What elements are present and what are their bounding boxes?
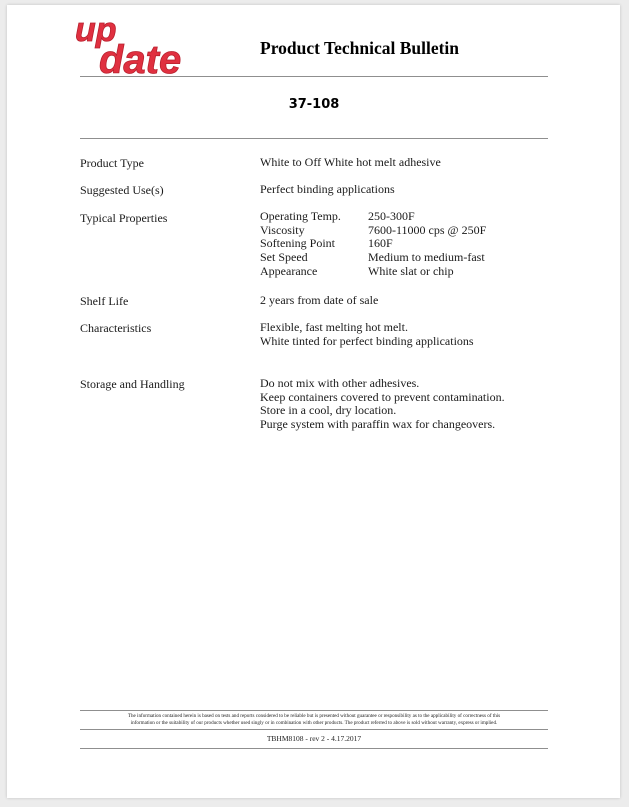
- property-value: 7600-11000 cps @ 250F: [368, 222, 487, 237]
- footer-divider-middle: [80, 729, 548, 730]
- property-row: [260, 224, 486, 238]
- label-product-type: Product Type: [80, 156, 144, 170]
- document-id: TBHM8108 - rev 2 - 4.17.2017: [266, 734, 362, 743]
- value-line: Perfect binding applications: [260, 182, 395, 196]
- value-line: Store in a cool, dry location.: [260, 403, 397, 418]
- property-name: Softening Point: [260, 236, 336, 251]
- property-value: 160F: [368, 236, 393, 251]
- property-name: Viscosity: [260, 222, 305, 237]
- value-line: White to Off White hot melt adhesive: [260, 155, 441, 169]
- label-typical-properties: Typical Properties: [80, 211, 168, 225]
- value-line: Do not mix with other adhesives.: [260, 376, 420, 390]
- value-line: Keep containers covered to prevent contamination.: [260, 389, 505, 404]
- label-suggested-uses: Suggested Use(s): [80, 183, 164, 197]
- document-page: [7, 5, 620, 798]
- property-row: [260, 265, 486, 279]
- footer-divider-top: [80, 710, 548, 711]
- value-shelf-life: [260, 294, 378, 308]
- logo-text-date: date: [99, 38, 182, 77]
- disclaimer-line: information or the suitability of our products whether used singly or in combination with other products. The product referred to above is sold without warranty, express or implied.: [130, 719, 498, 726]
- value-characteristics: [260, 321, 474, 348]
- property-value: Medium to medium-fast: [368, 250, 485, 265]
- value-line: 2 years from date of sale: [260, 293, 379, 307]
- product-code: 37-108: [288, 97, 340, 112]
- footer-divider-bottom: [80, 748, 548, 749]
- value-line: White tinted for perfect binding applications: [260, 333, 474, 348]
- update-logo: [73, 11, 209, 77]
- property-name: Appearance: [260, 263, 318, 278]
- value-line: Flexible, fast melting hot melt.: [260, 320, 408, 334]
- property-value: 250-300F: [368, 209, 415, 223]
- disclaimer-line: The information contained herein is based on tests and reports considered to be reliable but is presented without guarantee or responsibility as to the applicability of correctness of this: [127, 713, 501, 719]
- typical-properties-table: [260, 210, 486, 278]
- property-value: White slat or chip: [368, 263, 454, 278]
- logo-text-up: up: [75, 11, 117, 49]
- bulletin-title: Product Technical Bulletin: [260, 38, 460, 58]
- label-characteristics: Characteristics: [80, 321, 152, 335]
- header-divider: [80, 76, 548, 77]
- property-row: [260, 210, 486, 224]
- property-name: Set Speed: [260, 250, 308, 265]
- section-divider: [80, 138, 548, 139]
- value-line: Purge system with paraffin wax for changeovers.: [260, 417, 496, 432]
- value-product-type: [260, 156, 441, 170]
- property-name: Operating Temp.: [260, 209, 341, 223]
- value-storage-handling: [260, 377, 505, 432]
- label-storage-handling: Storage and Handling: [80, 377, 185, 391]
- value-suggested-uses: [260, 183, 395, 197]
- property-row: [260, 237, 486, 251]
- property-row: [260, 251, 486, 265]
- label-shelf-life: Shelf Life: [80, 294, 129, 308]
- disclaimer: [80, 713, 548, 726]
